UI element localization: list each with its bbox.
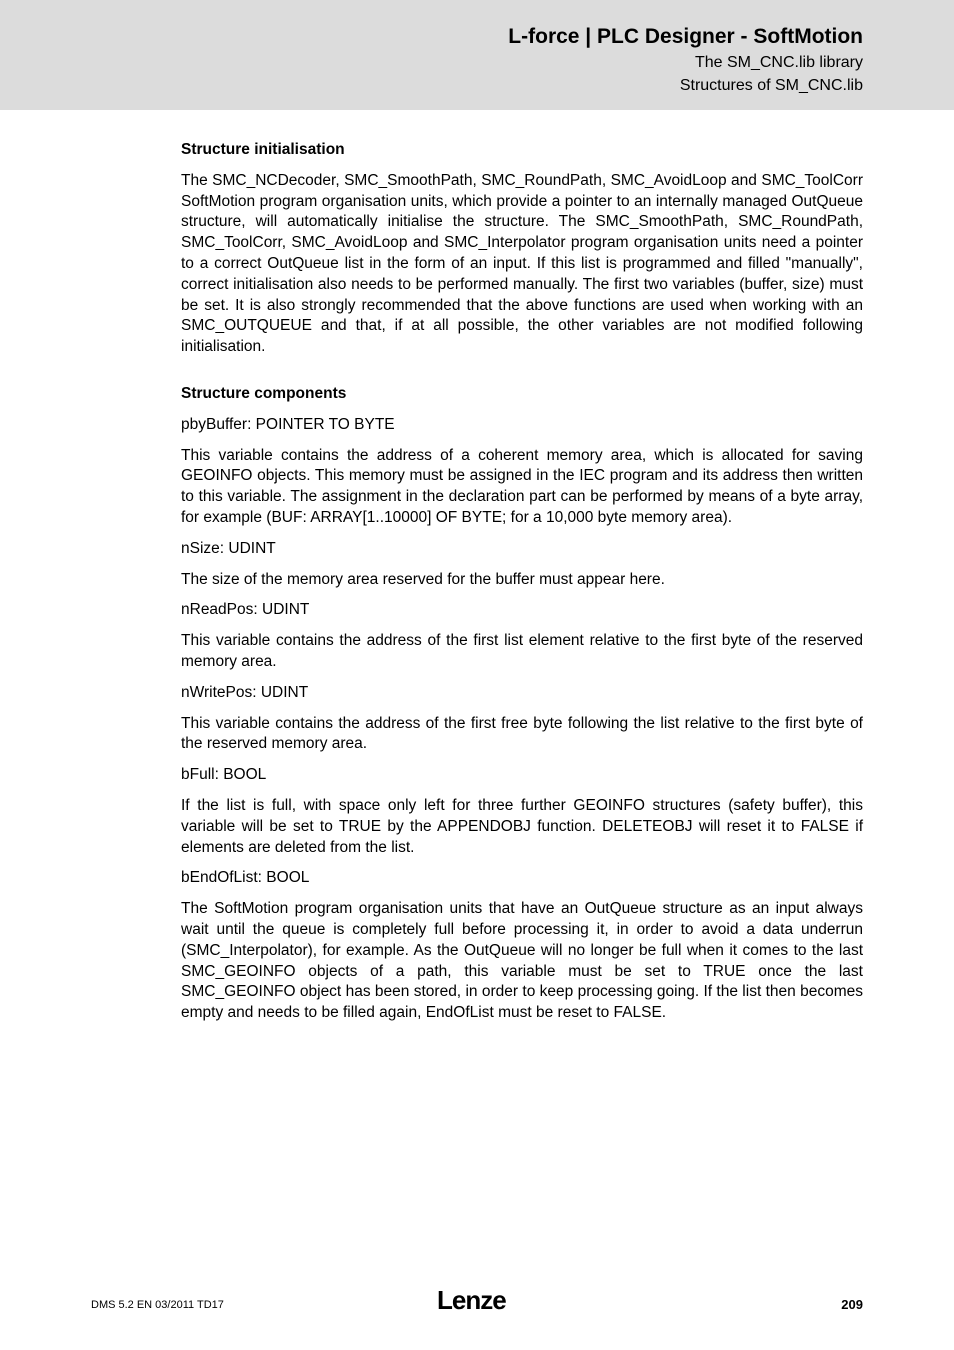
- page-body: [181, 140, 863, 1034]
- nreadpos-label: nReadPos: UDINT: [181, 601, 310, 619]
- page-number: 209: [841, 1297, 863, 1312]
- page-header: [0, 0, 954, 110]
- document-id: DMS 5.2 EN 03/2011 TD17: [91, 1299, 224, 1311]
- nwritepos-description: This variable contains the address of the first free byte following the list relative to the first byte of the reserved memory area.: [181, 714, 863, 753]
- bfull-label: bFull: BOOL: [181, 766, 267, 784]
- nwritepos-label: nWritePos: UDINT: [181, 683, 309, 701]
- nsize-description: The size of the memory area reserved for the buffer must appear here.: [181, 570, 665, 588]
- structure-components-heading: Structure components: [181, 384, 347, 402]
- bendoflist-description: The SoftMotion program organisation units that have an OutQueue structure as an input always wait until the queue is completely full before processing it, in order to avoid a data underrun (SMC_Interpolator), for example. As the OutQueue will no longer be full when it comes to the last SMC_GEOINFO objects of a path, this variable must be set to TRUE once the last SMC_GEOINFO object has been stored, in order to keep processing going. If the list then becomes empty and needs to be filled again, EndOfList must be reset to FALSE.: [181, 900, 863, 1022]
- structure-initialisation-text: The SMC_NCDecoder, SMC_SmoothPath, SMC_RoundPath, SMC_AvoidLoop and SMC_ToolCorr SoftMotion program organisation units, which provide a pointer to an internally managed OutQueue structure, will automatically initialise the structure. The SMC_SmoothPath, SMC_RoundPath, SMC_ToolCorr, SMC_AvoidLoop and SMC_Interpolator program organisation units need a pointer to a correct OutQueue list in the form of an input. If this list is programmed and filled "manually", correct initialisation also needs to be performed manually. The first two variables (buffer, size) must be set. It is also strongly recommended that the above functions are used when working with an SMC_OUTQUEUE and that, if at all possible, the other variables are not modified following initialisation.: [181, 171, 863, 356]
- bfull-description: If the list is full, with space only left for three further GEOINFO structures (safety buffer), this variable will be set to TRUE by the APPENDOBJ function. DELETEOBJ will reset it to FALSE if elements are deleted from the list.: [181, 796, 863, 856]
- pbybuffer-label: pbyBuffer: POINTER TO BYTE: [181, 415, 395, 433]
- nreadpos-description: This variable contains the address of the first list element relative to the first byte of the reserved memory area.: [181, 632, 863, 670]
- bendoflist-label: bEndOfList: BOOL: [181, 869, 310, 887]
- structure-initialisation-heading: Structure initialisation: [181, 141, 345, 158]
- chapter-title: The SM_CNC.lib library: [694, 54, 863, 71]
- document-title: L-force | PLC Designer - SoftMotion: [508, 25, 863, 48]
- pbybuffer-description: This variable contains the address of a coherent memory area, which is allocated for saving GEOINFO objects. This memory must be assigned in the IEC program and its address then written to this variable. The assignment in the declaration part can be performed by means of a byte array, for example (BUF: ARRAY[1..10000] OF BYTE; for a 10,000 byte memory area).: [181, 446, 863, 526]
- section-title: Structures of SM_CNC.lib: [679, 77, 863, 94]
- nsize-label: nSize: UDINT: [181, 539, 276, 557]
- lenze-logo: Lenze: [437, 1285, 506, 1315]
